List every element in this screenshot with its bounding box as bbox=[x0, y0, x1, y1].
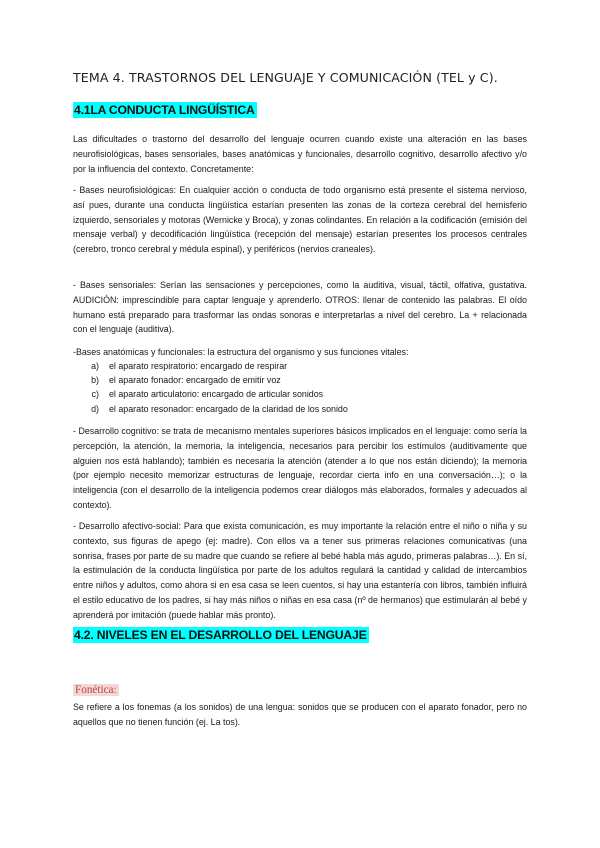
sensoriales-paragraph: - Bases sensoriales: Serían las sensaciones y percepciones, como la auditiva, visual, táctil, olfativa, gustativa. AUDICIÓN: imprescindible para captar lenguaje y aprenderlo. OTROS: llenar de contenido las palabras. El oído humano está preparado para trasformar las ondas sonoras e interpretarlas a nivel del cerebro. La + relacionada con el lenguaje (auditiva). bbox=[73, 280, 527, 335]
list-marker: a) bbox=[91, 361, 99, 371]
list-marker: b) bbox=[91, 375, 99, 386]
fonetica-paragraph: Se refiere a los fonemas (a los sonidos) de una lengua: sonidos que se producen con el aparato fonador, pero no aquellos que no tienen función (ej. La tos). bbox=[73, 702, 527, 727]
anatomicas-paragraph: -Bases anatómicas y funcionales: la estructura del organismo y sus funciones vitales: bbox=[73, 347, 409, 357]
document-title: TEMA 4. TRASTORNOS DEL LENGUAJE Y COMUNICACIÓN (TEL y C). bbox=[73, 70, 498, 85]
list-text: el aparato fonador: encargado de emitir voz bbox=[109, 375, 281, 386]
section-heading-niveles: 4.2. NIVELES EN EL DESARROLLO DEL LENGUAJE bbox=[74, 628, 367, 642]
intro-paragraph: Las dificultades o trastorno del desarrollo del lenguaje ocurren cuando existe una alteración en las bases neurofisiológicas, bases sensoriales, bases anatómicas y funcionales, desarrollo cognitivo, desarrollo afectivo y/o por la influencia del contexto. Concretamente: bbox=[73, 134, 527, 174]
list-text: el aparato resonador: encargado de la claridad de los sonido bbox=[109, 403, 348, 414]
cognitivo-paragraph: - Desarrollo cognitivo: se trata de mecanismo mentales superiores básicos implicados en el lenguaje: como sería la percepción, la atención, la memoria, la inteligencia, necesarios para percibir los estímulos (auditivamente que alguien nos está hablando); también es necesaria la atención (atender a lo que nos están diciendo); la memoria (por ejemplo necesito memorizar estructuras de lenguaje, recordar cierta info en una conversación…); o la inteligencia (con el desarrollo de la inteligencia podemos crear diálogos más elaborados, formales y adecuados al contexto). bbox=[73, 426, 527, 510]
list-text: el aparato articulatorio: encargado de articular sonidos bbox=[109, 389, 324, 400]
list-marker: d) bbox=[91, 403, 99, 414]
list-text: el aparato respiratorio: encargado de respirar bbox=[109, 361, 288, 371]
list-item bbox=[73, 373, 527, 387]
list-marker: c) bbox=[91, 389, 99, 400]
subheading-fonetica: Fonética: bbox=[75, 684, 117, 696]
list-item bbox=[73, 359, 527, 373]
afectivo-paragraph: - Desarrollo afectivo-social: Para que exista comunicación, es muy importante la relación entre el niño o niña y su contexto, sus figuras de apego (ej: madre). Con ellos va a tener sus primeras relaciones comunicativas (una sonrisa, frases por parte de su madre que cuando se refiere al bebé habla más agudo, primeras palabras…). En sí, la estimulación de la conducta lingüística por parte de los adultos regulará la cantidad y calidad de intercambios entre niños y adultos, como ahora si en esa casa se leen cuentos, si hay una estantería con libros, también influirá el estilo educativo de los padres, si hay más niños o niñas en esa casa (nº de hermanos) que estimularán al bebé y aprenderá por imitación (puede hablar más pronto). bbox=[73, 521, 527, 620]
section-heading-conducta: 4.1LA CONDUCTA LINGÜÍSTICA bbox=[74, 103, 255, 117]
neurofisiologicas-paragraph: - Bases neurofisiológicas: En cualquier acción o conducta de todo organismo está presente el sistema nervioso, así pues, durante una conducta lingüística estarían presenten las zonas de la corteza cerebral del hemisferio izquierdo, sensoriales y motoras (Wernicke y Broca), y zonas colindantes. En relación a la codificación (emisión del mensaje verbal) y decodificación lingüística (recepción del mensaje) estarían presentes los procesos centrales (cerebro, tronco cerebral y médula espinal), y periféricos (nervios craneales). bbox=[73, 185, 527, 255]
aparatos-list bbox=[73, 359, 527, 416]
list-item bbox=[73, 387, 527, 401]
list-item bbox=[73, 402, 527, 416]
